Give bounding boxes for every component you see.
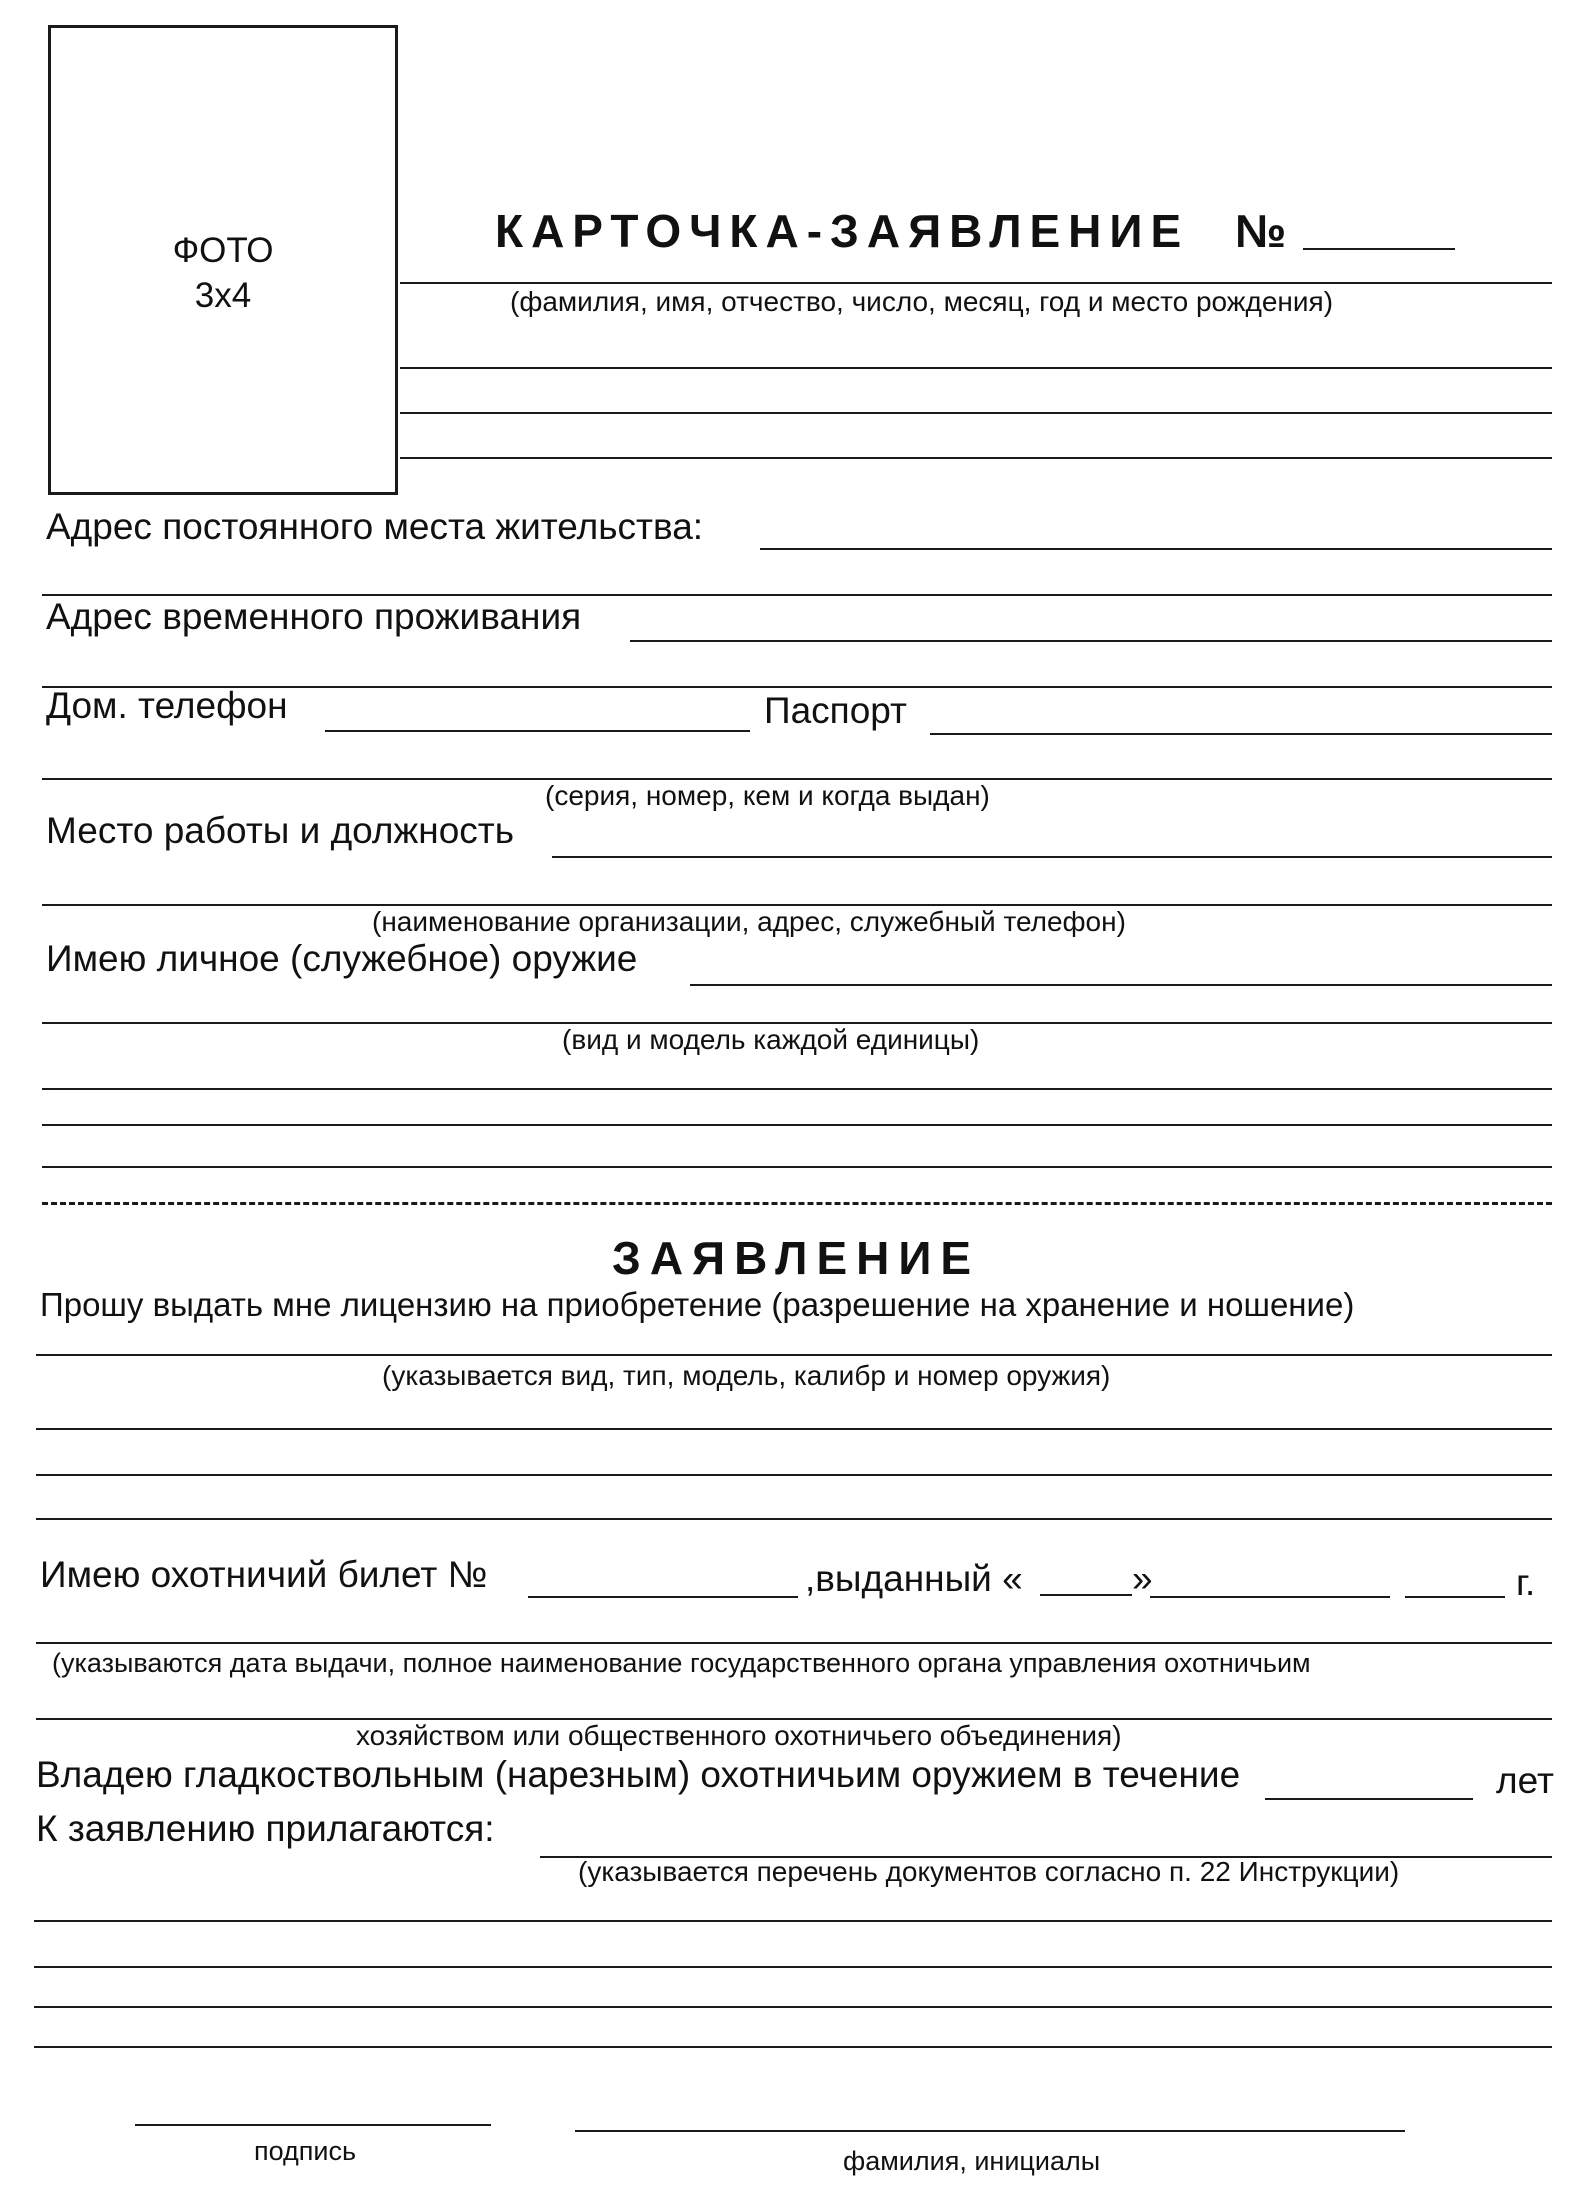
- hunting-ticket-number-field[interactable]: [528, 1596, 798, 1598]
- attachments-hint: (указывается перечень документов согласно п. 22 Инструкции): [578, 1856, 1400, 1887]
- name-initials-field[interactable]: [575, 2130, 1405, 2132]
- photo-size-label: 3х4: [194, 276, 252, 315]
- address-permanent-field[interactable]: [760, 548, 1552, 550]
- issuer-hint-line-2: хозяйством или общественного охотничьего объединения): [356, 1720, 1122, 1751]
- home-phone-field[interactable]: [325, 730, 750, 732]
- workplace-hint: (наименование организации, адрес, служебный телефон): [372, 906, 1126, 937]
- weapon-hint: (вид и модель каждой единицы): [562, 1024, 980, 1055]
- request-line-3[interactable]: [36, 1474, 1552, 1476]
- request-line-1[interactable]: [36, 1354, 1552, 1356]
- signature-label: подпись: [254, 2136, 357, 2166]
- weapon-owned-line-4[interactable]: [42, 1124, 1552, 1126]
- experience-years-field[interactable]: [1265, 1798, 1473, 1800]
- attachments-label: К заявлению прилагаются:: [36, 1808, 495, 1849]
- attachments-line-4[interactable]: [34, 2006, 1552, 2008]
- passport-hint: (серия, номер, кем и когда выдан): [545, 780, 990, 811]
- card-title: КАРТОЧКА-ЗАЯВЛЕНИЕ: [495, 205, 1190, 257]
- years-label: лет: [1496, 1760, 1554, 1801]
- experience-label: Владею гладкоствольным (нарезным) охотничьим оружием в течение: [36, 1754, 1241, 1795]
- weapon-owned-label: Имею личное (служебное) оружие: [46, 938, 638, 979]
- request-line-2[interactable]: [36, 1428, 1552, 1430]
- issuer-hint-line-1: (указываются дата выдачи, полное наименование государственного органа управления охотничьим: [52, 1648, 1311, 1678]
- issue-month-field[interactable]: [1150, 1596, 1390, 1598]
- application-title: ЗАЯВЛЕНИЕ: [612, 1232, 981, 1284]
- request-text: Прошу выдать мне лицензию на приобретение (разрешение на хранение и ношение): [40, 1286, 1355, 1323]
- name-line-4[interactable]: [400, 457, 1552, 459]
- weapon-owned-field[interactable]: [690, 984, 1552, 986]
- name-line-3[interactable]: [400, 412, 1552, 414]
- issued-quote-close: »: [1132, 1558, 1153, 1599]
- name-hint: (фамилия, имя, отчество, число, месяц, год и место рождения): [510, 286, 1334, 317]
- passport-label: Паспорт: [764, 690, 907, 731]
- name-line-2[interactable]: [400, 367, 1552, 369]
- issuer-line-1[interactable]: [36, 1642, 1552, 1644]
- home-phone-label: Дом. телефон: [46, 685, 288, 726]
- photo-label: ФОТО: [172, 231, 274, 270]
- attachments-line-5[interactable]: [34, 2046, 1552, 2048]
- workplace-label: Место работы и должность: [46, 810, 515, 851]
- workplace-field[interactable]: [552, 856, 1552, 858]
- address-temporary-field[interactable]: [630, 640, 1552, 642]
- name-line-1[interactable]: [400, 282, 1552, 284]
- passport-field[interactable]: [930, 733, 1552, 735]
- card-number-sign: №: [1235, 205, 1287, 257]
- request-hint: (указывается вид, тип, модель, калибр и номер оружия): [382, 1360, 1111, 1391]
- address-permanent-label: Адрес постоянного места жительства:: [46, 506, 704, 547]
- attachments-line-2[interactable]: [34, 1920, 1552, 1922]
- name-initials-label: фамилия, инициалы: [843, 2146, 1101, 2176]
- weapon-owned-line-5[interactable]: [42, 1166, 1552, 1168]
- issue-day-field[interactable]: [1040, 1594, 1132, 1596]
- signature-field[interactable]: [135, 2124, 491, 2126]
- cut-line-divider: [42, 1202, 1552, 1205]
- photo-placeholder-box: [48, 25, 398, 495]
- attachments-line-3[interactable]: [34, 1966, 1552, 1968]
- issue-year-field[interactable]: [1405, 1596, 1505, 1598]
- year-suffix-label: г.: [1516, 1562, 1536, 1603]
- issued-label: ,выданный «: [805, 1558, 1023, 1599]
- hunting-ticket-label: Имею охотничий билет №: [40, 1554, 488, 1595]
- request-line-4[interactable]: [36, 1518, 1552, 1520]
- card-number-field[interactable]: [1303, 248, 1455, 250]
- address-temporary-label: Адрес временного проживания: [46, 596, 582, 637]
- weapon-owned-line-3[interactable]: [42, 1088, 1552, 1090]
